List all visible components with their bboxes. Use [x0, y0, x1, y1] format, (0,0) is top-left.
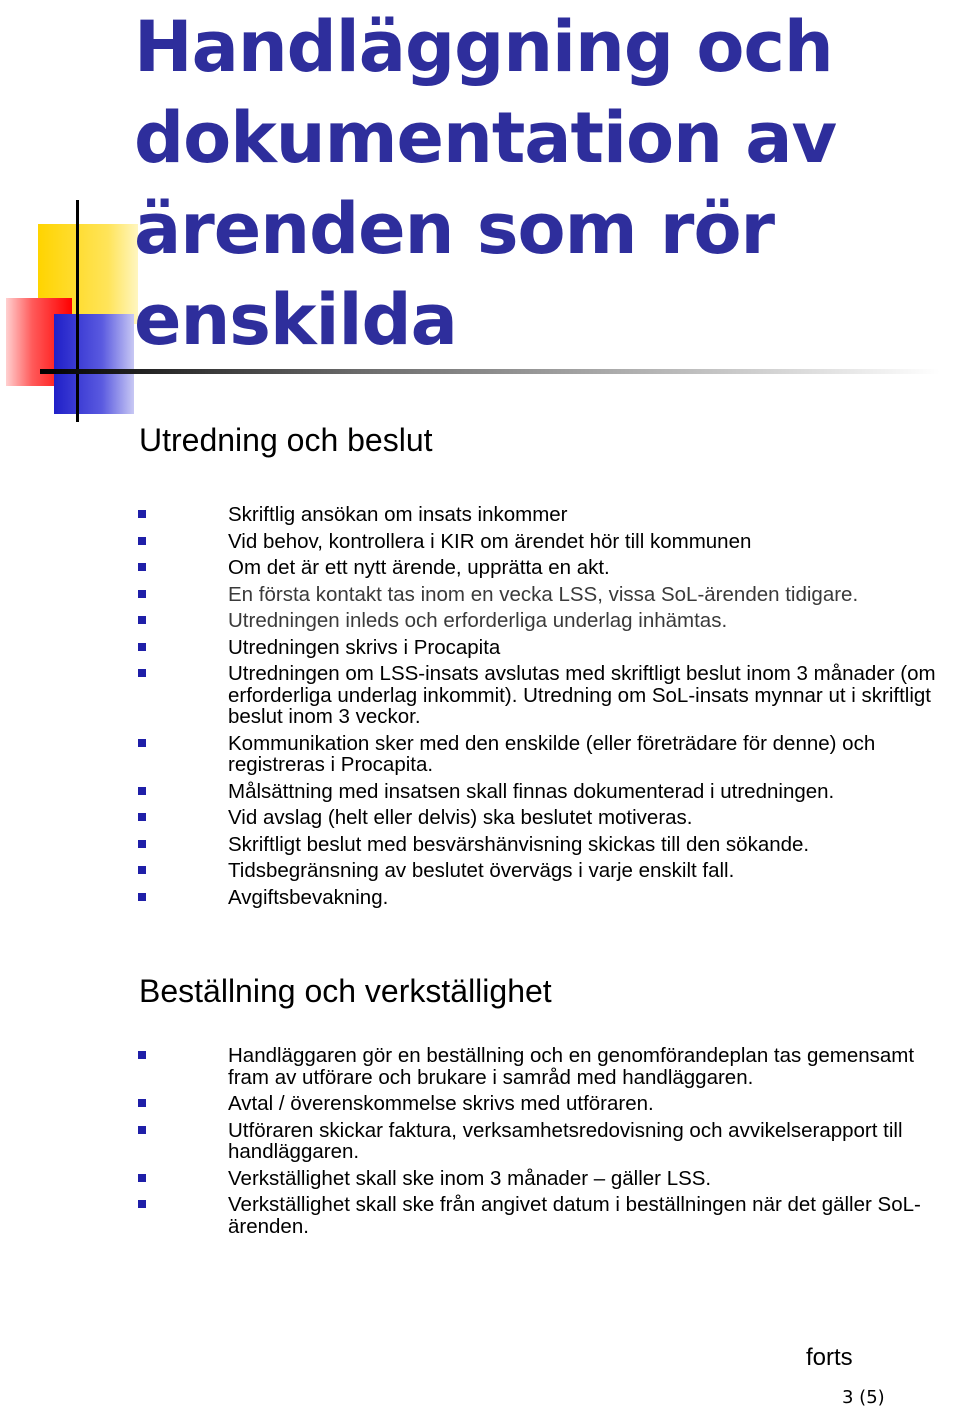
bullet-square-icon: [138, 813, 146, 821]
bullet-square-icon: [138, 1099, 146, 1107]
list-item: Avgiftsbevakning.: [0, 887, 960, 909]
list-item: Vid behov, kontrollera i KIR om ärendet hör till kommunen: [0, 531, 960, 553]
section-heading-bestallning: Beställning och verkställighet: [139, 973, 552, 1009]
list-item: Handläggaren gör en beställning och en genomförandeplan tas gemensamt fram av utförare och brukare i samråd med handläggaren.: [0, 1045, 960, 1088]
bullet-square-icon: [138, 669, 146, 677]
bullet-square-icon: [138, 590, 146, 598]
bullet-square-icon: [138, 537, 146, 545]
list-item: Utredningen skrivs i Procapita: [0, 637, 960, 659]
bullet-square-icon: [138, 510, 146, 518]
decor-vertical-line: [76, 200, 79, 422]
bullet-square-icon: [138, 643, 146, 651]
list-item: Utföraren skickar faktura, verksamhetsredovisning och avvikelserapport till handläggaren.: [0, 1120, 960, 1163]
list-item: Verkställighet skall ske inom 3 månader – gäller LSS.: [0, 1168, 960, 1190]
bullet-square-icon: [138, 739, 146, 747]
decor-horizontal-rule: [40, 369, 940, 374]
list-item: Skriftlig ansökan om insats inkommer: [0, 504, 960, 526]
section-heading-utredning: Utredning och beslut: [139, 422, 433, 458]
bullet-list-utredning: [0, 504, 960, 913]
list-item: Vid avslag (helt eller delvis) ska beslutet motiveras.: [0, 807, 960, 829]
list-item: Målsättning med insatsen skall finnas dokumenterad i utredningen.: [0, 781, 960, 803]
list-item: Tidsbegränsning av beslutet övervägs i varje enskilt fall.: [0, 860, 960, 882]
decor-blue-square: [54, 314, 134, 414]
continued-label: forts: [806, 1344, 853, 1371]
bullet-square-icon: [138, 1126, 146, 1134]
list-item: Utredningen inleds och erforderliga underlag inhämtas.: [0, 610, 960, 632]
bullet-square-icon: [138, 840, 146, 848]
list-item: Utredningen om LSS-insats avslutas med skriftligt beslut inom 3 månader (om erforderliga underlag inkommit). Utredning om SoL-insats mynnar ut i skriftligt beslut inom 3 veckor.: [0, 663, 960, 728]
bullet-square-icon: [138, 1174, 146, 1182]
list-item: Om det är ett nytt ärende, upprätta en akt.: [0, 557, 960, 579]
bullet-square-icon: [138, 893, 146, 901]
list-item: En första kontakt tas inom en vecka LSS, vissa SoL-ärenden tidigare.: [0, 584, 960, 606]
bullet-square-icon: [138, 866, 146, 874]
bullet-square-icon: [138, 1200, 146, 1208]
list-item: Verkställighet skall ske från angivet datum i beställningen när det gäller SoL-ärenden.: [0, 1194, 960, 1237]
bullet-square-icon: [138, 1051, 146, 1059]
document-title: Handläggning och dokumentation av ärenden som rör enskilda: [134, 6, 837, 361]
bullet-square-icon: [138, 616, 146, 624]
bullet-square-icon: [138, 563, 146, 571]
list-item: Avtal / överenskommelse skrivs med utföraren.: [0, 1093, 960, 1115]
bullet-square-icon: [138, 787, 146, 795]
list-item: Kommunikation sker med den enskilde (eller företrädare för denne) och registreras i Procapita.: [0, 733, 960, 776]
bullet-list-bestallning: [0, 1045, 960, 1242]
page-number: 3 (5): [842, 1387, 885, 1408]
list-item: Skriftligt beslut med besvärshänvisning skickas till den sökande.: [0, 834, 960, 856]
